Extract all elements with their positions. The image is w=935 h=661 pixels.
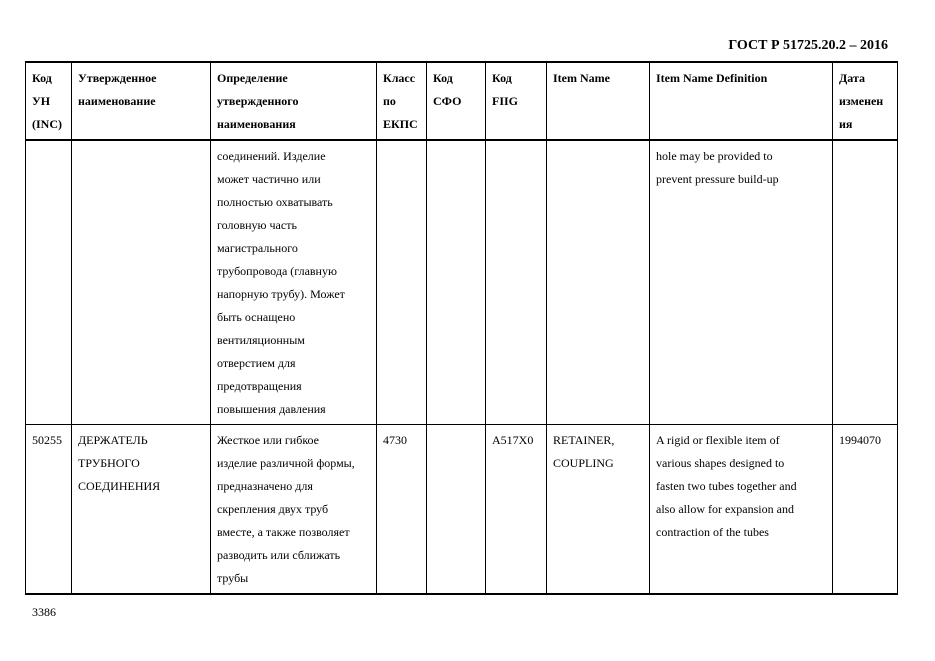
- cell-item-name: [547, 140, 650, 425]
- column-header-inc: Код УН (INC): [26, 62, 72, 140]
- table-header-row: [26, 62, 898, 140]
- cell-fiig-code: A517X0: [486, 425, 547, 595]
- cell-sfo-code: [427, 425, 486, 595]
- column-header-item-name: Item Name: [547, 62, 650, 140]
- cell-ekps-class: [377, 140, 427, 425]
- cell-item-name-definition: hole may be provided to prevent pressure build-up: [650, 140, 833, 425]
- cell-definition: Жесткое или гибкое изделие различной формы, предназначено для скрепления двух труб вместе, а также позволяет разводить или сближать трубы: [211, 425, 377, 595]
- cell-ekps-class: 4730: [377, 425, 427, 595]
- catalog-table: [25, 61, 898, 595]
- cell-item-name: RETAINER, COUPLING: [547, 425, 650, 595]
- column-header-approved-name: Утвержденное наименование: [72, 62, 211, 140]
- cell-inc: [26, 140, 72, 425]
- page-number: 3386: [32, 605, 56, 619]
- table-row: [26, 425, 898, 595]
- column-header-sfo-code: Код СФО: [427, 62, 486, 140]
- cell-change-date: [833, 140, 898, 425]
- table-row: [26, 140, 898, 425]
- cell-inc: 50255: [26, 425, 72, 595]
- column-header-item-name-definition: Item Name Definition: [650, 62, 833, 140]
- cell-fiig-code: [486, 140, 547, 425]
- cell-change-date: 1994070: [833, 425, 898, 595]
- cell-item-name-definition: A rigid or flexible item of various shapes designed to fasten two tubes together and also allow for expansion and contraction of the tubes: [650, 425, 833, 595]
- document-header: ГОСТ Р 51725.20.2 – 2016: [728, 38, 888, 53]
- column-header-definition: Определение утвержденного наименования: [211, 62, 377, 140]
- column-header-fiig-code: Код FIIG: [486, 62, 547, 140]
- column-header-change-date: Дата изменен ия: [833, 62, 898, 140]
- column-header-ekps-class: Класс по ЕКПС: [377, 62, 427, 140]
- cell-definition: соединений. Изделие может частично или полностью охватывать головную часть магистрального трубопровода (главную напорную трубу). Может быть оснащено вентиляционным отверстием для предотвращения повышения давления: [211, 140, 377, 425]
- cell-approved-name: [72, 140, 211, 425]
- cell-approved-name: ДЕРЖАТЕЛЬ ТРУБНОГО СОЕДИНЕНИЯ: [72, 425, 211, 595]
- cell-sfo-code: [427, 140, 486, 425]
